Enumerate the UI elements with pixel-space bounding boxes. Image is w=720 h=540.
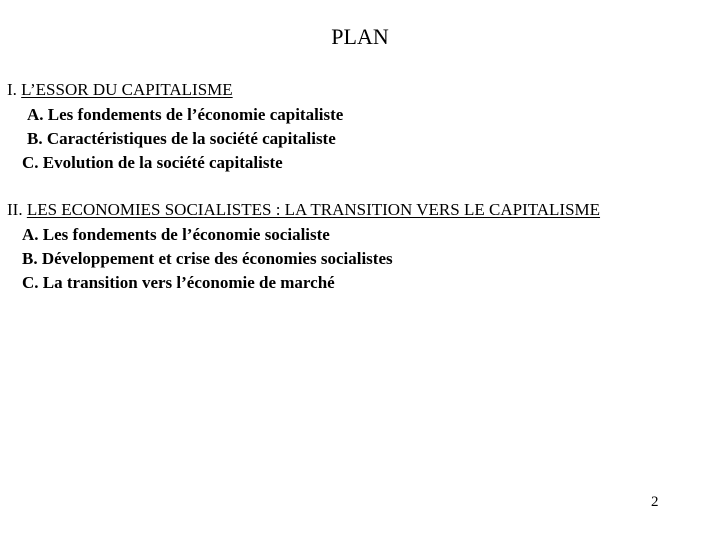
section-number-2: II. — [7, 200, 27, 219]
section-1-item-a: A. Les fondements de l’économie capitaliste — [27, 105, 344, 124]
section-1-item-c: C. Evolution de la société capitaliste — [22, 153, 283, 172]
section-2-item-c: C. La transition vers l’économie de marché — [22, 273, 335, 292]
section-title-2: LES ECONOMIES SOCIALISTES : LA TRANSITION VERS LE CAPITALISME — [26, 200, 601, 219]
section-2-item-a: A. Les fondements de l’économie socialiste — [22, 225, 330, 244]
section-number-1: I. — [7, 80, 22, 99]
page-title: PLAN — [331, 24, 389, 49]
section-heading-1 — [7, 79, 233, 101]
section-1-item-b: B. Caractéristiques de la société capitaliste — [27, 129, 336, 148]
section-2-item-b: B. Développement et crise des économies socialistes — [22, 249, 393, 268]
section-heading-2 — [7, 199, 600, 221]
section-title-1: L’ESSOR DU CAPITALISME — [21, 80, 233, 99]
page-number: 2 — [651, 494, 659, 510]
